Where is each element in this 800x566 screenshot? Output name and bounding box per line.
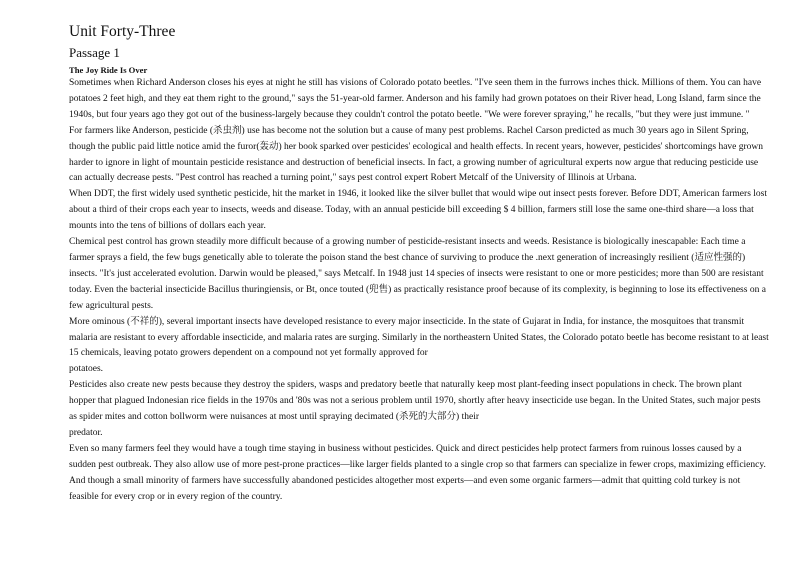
article-title: The Joy Ride Is Over [69,65,148,75]
passage-label: Passage 1 [69,45,120,60]
paragraph-3: When DDT, the first widely used synthetic pesticide, hit the market in 1946, it looked like the silver bullet that would wipe out insect pests forever. Before DDT, American farmers lost about a third of their crops each year to insects, weeds and disease. Today, with an annual pesticide bill exceeding $ 4 billion, farmers still lose the same one-third share—a loss that mounts into the tens of billions of dollars each year. [69,189,767,232]
paragraph-4: Chemical pest control has grown steadily more difficult because of a growing number of pesticide-resistant insects and weeds. Resistance is biologically inescapable: Each time a farmer sprays a field, the few bugs genetically able to tolerate the poison stand the best chance of surviving to produce the .next generation of increasingly resilient (适应性强的) insects. "It's just accelerated evolution. Darwin would be pleased," says Metcalf. In 1948 just 14 species of insects were resistant to one or more pesticides; more than 500 are resistant today. Even the bacterial insecticide Bacillus thuringiensis, or Bt, once touted (兜售) as practically resistance proof because of its complexity, is beginning to lose its effectiveness on a few agricultural pests. [69,237,766,311]
paragraph-6: Pesticides also create new pests because they destroy the spiders, wasps and predatory beetle that naturally keep most plant-feeding insect populations in check. The brown plant hopper that plagued Indonesian rice fields in the 1970s and '80s was not a serious problem until 1970, shortly after heavy insecticide use began. In the United States, such major pests as spider mites and cotton bollworm were nuisances at most until spraying decimated (杀死的大部分) their predator. [69,380,761,438]
paragraph-7: Even so many farmers feel they would have a tough time staying in business without pesticides. Quick and direct pesticides help protect farmers from ruinous losses caused by a sudden pest outbreak. They also allow use of more pest-prone practices—like larger fields planted to a single crop so that farmers can specialize in fewer crops, maximizing efficiency. And though a small minority of farmers have successfully abandoned pesticides altogether most experts—and even some organic farmers—admit that quitting cold turkey is not feasible for every crop or in every region of the country. [69,443,766,502]
paragraph-1: Sometimes when Richard Anderson closes his eyes at night he still has visions of Colorado potato beetles. "I've seen them in the furrows inches thick. Millions of them. You can have potatoes 2 feet high, and they eat them right to the ground," says the 51-year-old farmer. Anderson and his family had grown potatoes on their River head, Long Island, farm since the 1940s, but four years ago they got out of the business-largely because they couldn't control the potato beetle. "We were forever spraying," he recalls, "but they were just immune. " [69,78,762,120]
paragraph-5: More ominous (不祥的), several important insects have developed resistance to every major insecticide. In the state of Gujarat in India, for instance, the mosquitoes that transmit malaria are resistant to every affordable insecticide, and malaria rates are surging. Similarly in the northeastern United States, the Colorado potato beetle has become resistant to at least 15 chemicals, leaving potato growers dependent on a compound not yet formally approved for potatoes. [69,316,769,375]
paragraph-2: For farmers like Anderson, pesticide (杀虫剂) use has become not the solution but a cause of many pest problems. Rachel Carson predicted as much 30 years ago in Silent Spring, though the public paid little notice amid the furor(轰动) her book sparked over pesticides' ecological and health effects. In recent years, however, pesticides' shortcomings have grown harder to ignore in light of mountain pesticide resistance and destruction of beneficial insects. In fact, a growing number of agricultural experts now argue that reducing pesticide use can actually decrease pests. "Pest control has reached a turning point," says pest control expert Robert Metcalf of the University of Illinois at Urbana. [69,125,764,184]
unit-title: Unit Forty-Three [69,23,176,40]
article-body [69,76,769,505]
